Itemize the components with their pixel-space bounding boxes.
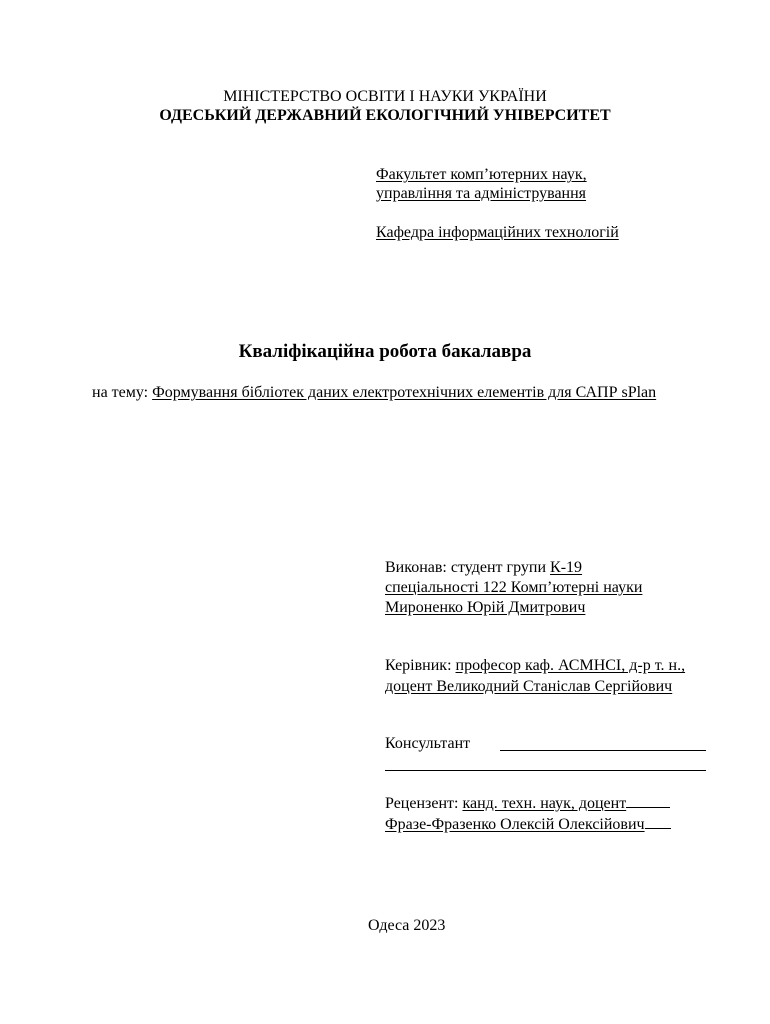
consultant-label: Консультант: [385, 735, 471, 752]
consultant-blank-1: [500, 750, 706, 751]
reviewer-prefix: Рецензент:: [385, 795, 459, 812]
topic-line: [92, 383, 656, 403]
city-year: Одеса 2023: [368, 917, 446, 934]
author-prefix: Виконав: студент групи: [385, 559, 547, 576]
supervisor-position: професор каф. АСМНСІ, д-р т. н.,: [455, 657, 686, 674]
consultant-blank-2: [385, 770, 706, 771]
supervisor-prefix: Керівник:: [385, 657, 452, 674]
supervisor-name: доцент Великодний Станіслав Сергійович: [385, 678, 673, 695]
author-group-line: [385, 558, 582, 578]
university-heading: ОДЕСЬКИЙ ДЕРЖАВНИЙ ЕКОЛОГІЧНИЙ УНІВЕРСИТЕТ: [159, 107, 611, 124]
topic-text: Формування бібліотек даних електротехнічних елементів для САПР sPlan: [152, 384, 657, 401]
reviewer-line-1: [385, 793, 670, 814]
consultant-line: [385, 734, 470, 754]
author-name: Мироненко Юрій Дмитрович: [385, 599, 586, 616]
author-group: К-19: [550, 559, 583, 576]
ministry-heading: МІНІСТЕРСТВО ОСВІТИ І НАУКИ УКРАЇНИ: [223, 88, 547, 105]
reviewer-line-2: [385, 814, 671, 835]
faculty-line-2: управління та адміністрування: [376, 185, 587, 202]
reviewer-name: Фразе-Фразенко Олексій Олексійович: [385, 816, 645, 833]
reviewer-blank-1: [626, 793, 670, 808]
author-specialty: спеціальності 122 Комп’ютерні науки: [385, 579, 643, 596]
topic-prefix: на тему:: [92, 384, 149, 401]
faculty-line-1: Факультет комп’ютерних наук,: [376, 166, 587, 183]
reviewer-position: канд. техн. наук, доцент: [462, 795, 627, 812]
document-title: Кваліфікаційна робота бакалавра: [238, 341, 532, 362]
reviewer-blank-2: [645, 814, 671, 829]
department-name: Кафедра інформаційних технологій: [376, 224, 619, 241]
supervisor-line-1: [385, 656, 685, 676]
